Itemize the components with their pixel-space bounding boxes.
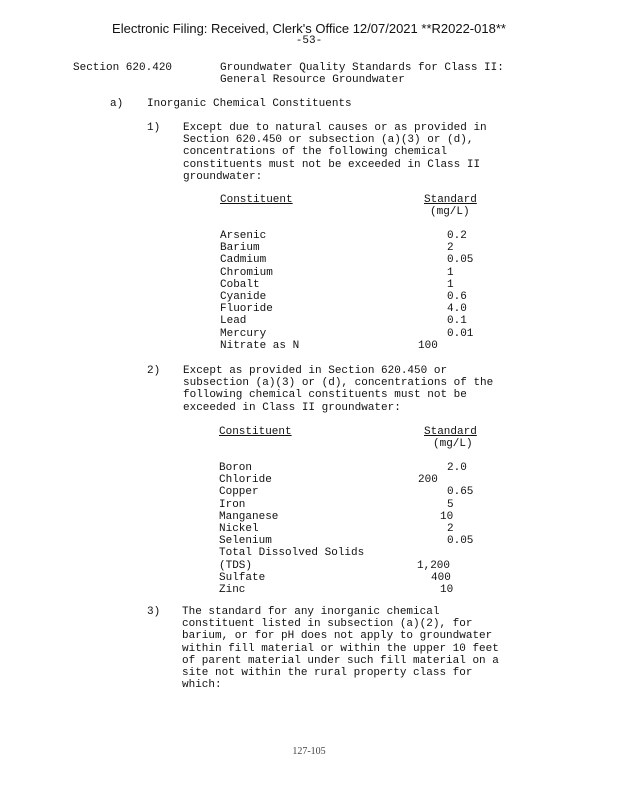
constituent-name: Cobalt xyxy=(220,278,260,291)
table-row xyxy=(220,254,480,266)
standard-value: 0.05 xyxy=(447,535,474,548)
section-title-line2: General Resource Groundwater xyxy=(220,74,405,86)
item2-line: subsection (a)(3) or (d), concentrations of the xyxy=(183,377,494,390)
table-row xyxy=(220,303,480,315)
constituent-name: Sulfate xyxy=(219,571,266,584)
table-row xyxy=(220,291,480,303)
table-row xyxy=(219,499,479,511)
table1-header-standard: Standard xyxy=(424,194,477,206)
constituent-name: Fluoride xyxy=(220,303,273,316)
table1-header-units: (mg/L) xyxy=(430,206,470,218)
table-row xyxy=(220,267,480,279)
constituent-name: Copper xyxy=(219,486,259,499)
table2-header-standard: Standard xyxy=(424,426,477,438)
item3-line: barium, or for pH does not apply to groundwater xyxy=(182,630,493,643)
item1-paragraph xyxy=(183,122,487,183)
table-row xyxy=(220,230,480,242)
standard-value: 10 xyxy=(440,510,454,523)
constituent-name: Cyanide xyxy=(220,290,267,303)
standard-value: 5 xyxy=(447,498,454,511)
standard-value: 0.05 xyxy=(447,254,474,267)
table-row xyxy=(220,328,480,340)
constituent-name: Arsenic xyxy=(220,230,267,242)
item3-line: within fill material or within the upper 10 feet xyxy=(182,642,499,655)
table-row xyxy=(219,535,479,547)
table-row xyxy=(220,340,480,352)
table-row xyxy=(219,486,479,498)
section-title-line1: Groundwater Quality Standards for Class II: xyxy=(220,62,504,74)
item1-line: Section 620.450 or subsection (a)(3) or (d), xyxy=(183,134,474,147)
item3-line: constituent listed in subsection (a)(2), for xyxy=(182,618,473,631)
constituent-name: (TDS) xyxy=(219,559,253,572)
standard-value: 2 xyxy=(447,522,454,535)
standard-value: 100 xyxy=(418,339,438,352)
item2-label: 2) xyxy=(147,365,161,377)
table-row xyxy=(220,315,480,327)
constituent-name: Iron xyxy=(219,498,246,511)
standard-value: 0.65 xyxy=(447,486,474,499)
item1-line: groundwater: xyxy=(183,170,263,183)
table1-header-constituent: Constituent xyxy=(220,194,293,206)
table-row xyxy=(219,523,479,535)
table-row xyxy=(219,584,479,596)
item1-label: 1) xyxy=(147,122,161,134)
table1 xyxy=(220,230,480,352)
item3-paragraph xyxy=(182,606,499,691)
constituent-name: Nitrate as N xyxy=(220,339,300,352)
constituent-name: Selenium xyxy=(219,535,272,548)
item2-line: Except as provided in Section 620.450 or xyxy=(183,365,448,377)
footer-page-ref: 127-105 xyxy=(292,746,326,757)
item1-line: Except due to natural causes or as provided in xyxy=(183,122,487,134)
constituent-name: Manganese xyxy=(219,510,279,523)
table-row xyxy=(219,560,479,572)
table2 xyxy=(219,462,479,596)
standard-value: 1 xyxy=(447,266,454,279)
standard-value: 400 xyxy=(431,571,451,584)
standard-value: 1,200 xyxy=(417,559,451,572)
item3-line: The standard for any inorganic chemical xyxy=(182,606,440,618)
item1-line: concentrations of the following chemical xyxy=(183,146,448,159)
standard-value: 0.6 xyxy=(447,290,467,303)
standard-value: 0.01 xyxy=(447,327,474,340)
standard-value: 4.0 xyxy=(447,303,467,316)
standard-value: 2 xyxy=(447,242,454,255)
subsection-a-label: a) xyxy=(110,98,124,110)
constituent-name: Boron xyxy=(219,462,253,474)
table-row xyxy=(219,474,479,486)
table-row xyxy=(220,242,480,254)
item2-paragraph xyxy=(183,365,493,414)
table-row xyxy=(219,547,479,559)
standard-value: 2.0 xyxy=(447,462,467,474)
constituent-name: Barium xyxy=(220,242,260,255)
section-label: Section 620.420 xyxy=(73,62,173,74)
standard-value: 1 xyxy=(447,278,454,291)
table2-header-constituent: Constituent xyxy=(219,426,292,438)
standard-value: 0.2 xyxy=(447,230,467,242)
constituent-name: Nickel xyxy=(219,522,259,535)
constituent-name: Mercury xyxy=(220,327,267,340)
table-row xyxy=(219,572,479,584)
constituent-name: Chromium xyxy=(220,266,273,279)
item3-line: of parent material under such fill material on a xyxy=(182,654,499,667)
item1-line: constituents must not be exceeded in Class II xyxy=(183,158,481,171)
item2-line: following chemical constituents must not be xyxy=(183,389,467,402)
page-number: -53- xyxy=(295,35,323,47)
standard-value: 200 xyxy=(418,474,438,487)
table-row xyxy=(220,279,480,291)
filing-stamp: Electronic Filing: Received, Clerk's Office 12/07/2021 **R2022-018** xyxy=(112,21,506,36)
table-row xyxy=(219,511,479,523)
item3-line: site not within the rural property class for xyxy=(182,667,473,680)
standard-value: 0.1 xyxy=(447,315,467,328)
table-row xyxy=(219,462,479,474)
item3-label: 3) xyxy=(147,606,161,618)
constituent-name: Lead xyxy=(220,315,247,328)
standard-value: 10 xyxy=(440,583,454,596)
table2-header-units: (mg/L) xyxy=(433,438,473,450)
item2-line: exceeded in Class II groundwater: xyxy=(183,401,401,414)
item3-line: which: xyxy=(182,679,222,692)
constituent-name: Total Dissolved Solids xyxy=(219,547,365,560)
constituent-name: Zinc xyxy=(219,583,246,596)
subsection-a-title: Inorganic Chemical Constituents xyxy=(147,98,352,110)
constituent-name: Cadmium xyxy=(220,254,267,267)
constituent-name: Chloride xyxy=(219,474,272,487)
